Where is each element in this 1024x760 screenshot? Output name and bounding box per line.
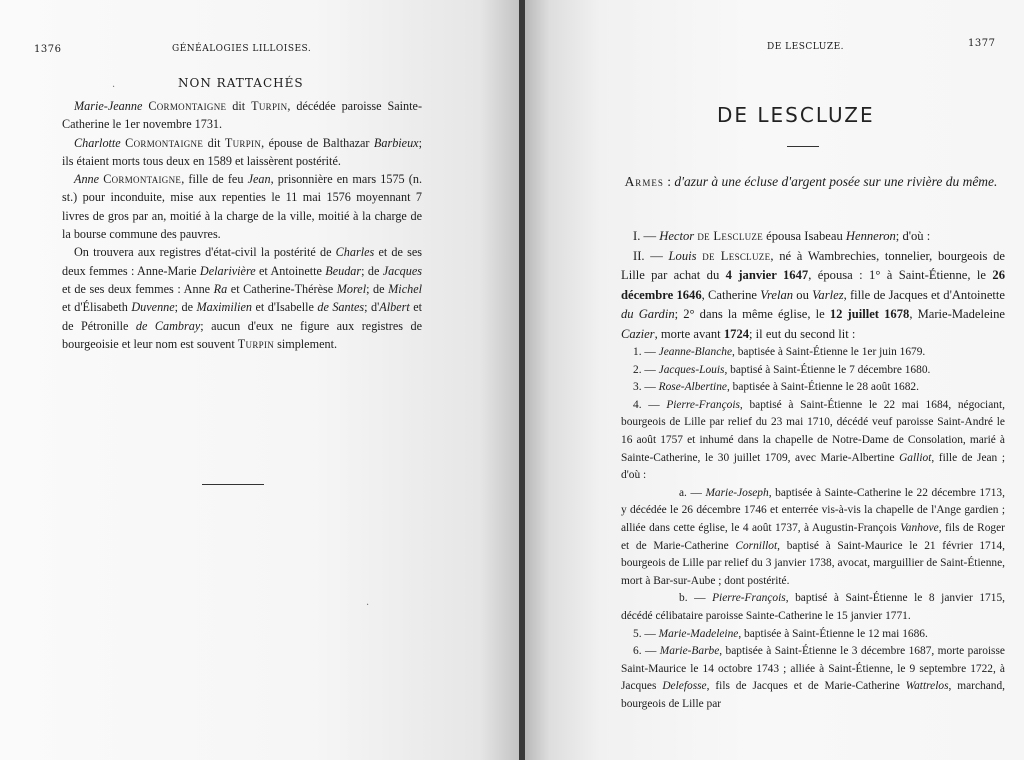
child-entry: 4. — Pierre-François, baptisé à Saint-Étienne le 22 mai 1684, négociant, bourgeois de Lille par relief du 23 mai 1710, décédé veuf paroisse Saint-André le 16 août 1757 et inhumé dans la chapelle de Notre-Dame de Consolation, marié à Sainte-Catherine, le 30 juillet 1709, avec Marie-Albertine Galliot, fille de Jean ; d'où : bbox=[621, 398, 1005, 482]
page-number: 1376 bbox=[34, 44, 62, 55]
family-title: DE LESCLUZE bbox=[717, 103, 875, 127]
coat-of-arms: Armes : d'azur à une écluse d'argent posée sur une rivière du même. bbox=[624, 174, 998, 189]
grandchild-entry: a. — Marie-Joseph, baptisée à Sainte-Catherine le 22 décembre 1713, y décédée le 26 décembre 1746 et enterrée vis-à-vis la chapelle de l'Ange gardien ; alliée dans cette église, le 4 août 1737, à Augustin-François Vanhove, fils de Roger et de Marie-Catherine Cornillot, baptisé à Saint-Maurice le 21 février 1714, bourgeois de Lille par relief du 3 janvier 1738, avocat, marguillier de Saint-Étienne, mort à Bar-sur-Aube ; dont postérité. bbox=[621, 486, 1005, 587]
divider bbox=[202, 484, 264, 485]
paragraph: Anne Cormontaigne, fille de feu Jean, prisonnière en mars 1575 (n. st.) pour inconduite, mise aux repenties le 11 mai 1576 moyennant 7 livres de gros par an, moitié à la charge de la ville, moitié à la charge de la bourse commune des pauvres. bbox=[62, 172, 422, 242]
child-entry: 5. — Marie-Madeleine, baptisée à Saint-Étienne le 12 mai 1686. bbox=[633, 627, 928, 640]
generation-1: I. — Hector de Lescluze épousa Isabeau Henneron; d'où : bbox=[633, 229, 931, 243]
page-number: 1377 bbox=[968, 38, 996, 49]
speck: · bbox=[366, 600, 370, 611]
divider bbox=[787, 146, 819, 147]
right-page bbox=[525, 0, 1024, 760]
running-head: DE LESCLUZE. bbox=[767, 42, 844, 52]
paragraph: On trouvera aux registres d'état-civil la postérité de Charles et de ses deux femmes : Anne-Marie Delarivière et Antoinette Beudar; de Jacques et de ses deux femmes : Anne Ra et Catherine-Thérèse Morel; de Michel et d'Élisabeth Duvenne; de Maximilien et d'Isabelle de Santes; d'Albert et de Pétronille de Cambray; aucun d'eux ne figure aux registres de bourgeoisie et leur nom est souvent Turpin simplement. bbox=[62, 245, 423, 351]
child-entry: 6. — Marie-Barbe, baptisée à Saint-Étienne le 3 décembre 1687, morte paroisse Saint-Maurice le 14 octobre 1743 ; alliée à Saint-Étienne, le 9 septembre 1722, à Jacques Delefosse, fils de Jacques et de Marie-Catherine Wattrelos, marchand, bourgeois de Lille par bbox=[621, 645, 1005, 710]
child-entry: 2. — Jacques-Louis, baptisé à Saint-Étienne le 7 décembre 1680. bbox=[633, 363, 931, 376]
left-body-text bbox=[62, 97, 422, 353]
generation-2: II. — Louis de Lescluze, né à Wambrechies, tonnelier, bourgeois de Lille par achat du 4 janvier 1647, épousa : 1° à Saint-Étienne, le 26 décembre 1646, Catherine Vrelan ou Varlez, fille de Jacques et d'Antoinette du Gardin; 2° dans la même église, le 12 juillet 1678, Marie-Madeleine Cazier, morte avant 1724; il eut du second lit : bbox=[621, 248, 1006, 341]
right-body-text bbox=[621, 227, 1005, 713]
paragraph: Charlotte Cormontaigne dit Turpin, épouse de Balthazar Barbieux; ils étaient morts tous deux en 1589 et laissèrent postérité. bbox=[62, 135, 422, 168]
child-entry: 3. — Rose-Albertine, baptisée à Saint-Étienne le 28 août 1682. bbox=[633, 381, 919, 394]
child-entry: 1. — Jeanne-Blanche, baptisée à Saint-Étienne le 1er juin 1679. bbox=[633, 346, 926, 358]
section-title: NON RATTACHÉS bbox=[178, 76, 304, 90]
speck: · bbox=[112, 82, 116, 93]
paragraph: Marie-Jeanne Cormontaigne dit Turpin, décédée paroisse Sainte-Catherine le 1er novembre 1731. bbox=[62, 99, 423, 132]
grandchild-entry: b. — Pierre-François, baptisé à Saint-Étienne le 8 janvier 1715, décédé célibataire paroisse Sainte-Catherine le 15 janvier 1771. bbox=[621, 592, 1005, 622]
running-head: GÉNÉALOGIES LILLOISES. bbox=[172, 44, 312, 54]
